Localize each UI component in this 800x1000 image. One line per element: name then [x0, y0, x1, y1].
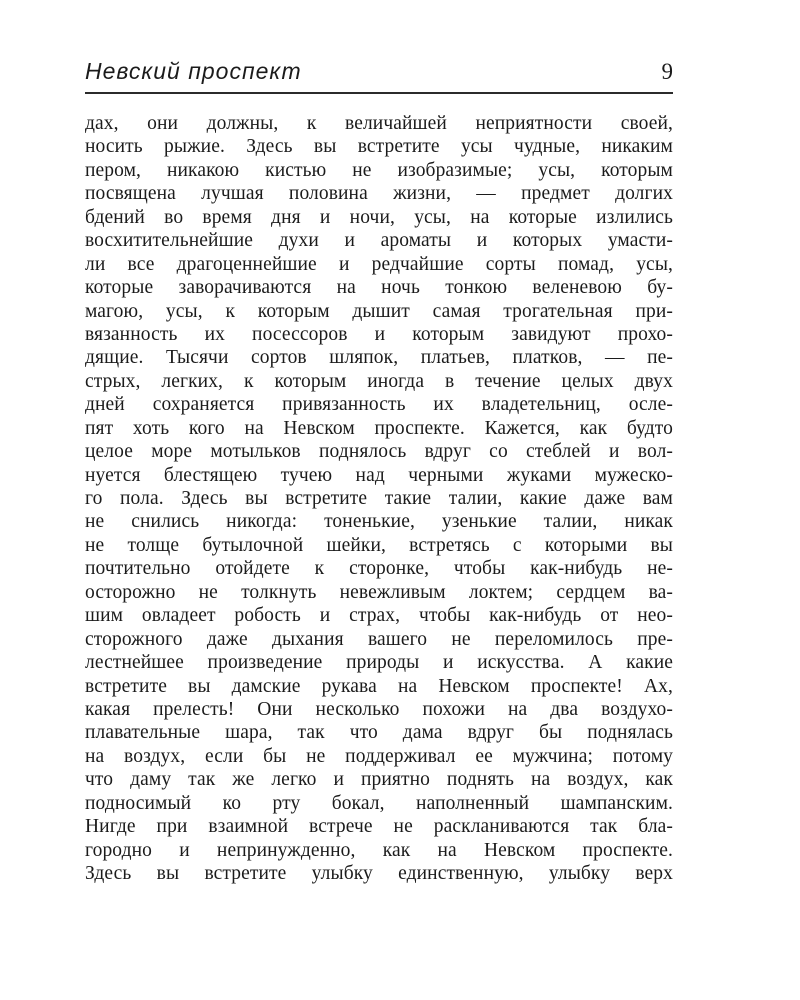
running-header	[85, 58, 673, 94]
text-line: осторожно не толкнуть невежливым локтем; сердцем ва-	[85, 581, 673, 603]
text-line: какая прелесть! Они несколько похожи на два воздухо-	[85, 698, 673, 720]
page-number: 9	[661, 59, 673, 84]
text-line: ли все драгоценнейшие и редчайшие сорты помад, усы,	[85, 253, 673, 275]
running-header-title: Невский проспект	[85, 58, 302, 84]
text-line: Здесь вы встретите улыбку единственную, улыбку верх	[85, 863, 673, 884]
text-line: дящие. Тысячи сортов шляпок, платьев, платков, — пе-	[85, 347, 673, 369]
text-line: целое море мотыльков поднялось вдруг со стеблей и вол-	[85, 441, 673, 463]
text-line: вязанность их посессоров и которым завидуют прохо-	[85, 323, 673, 345]
text-line: на воздух, если бы не поддерживал ее мужчина; потому	[85, 745, 673, 767]
text-line: Нигде при взаимной встрече не раскланиваются так бла-	[85, 816, 673, 838]
text-line: бдений во время дня и ночи, усы, на которые излились	[85, 206, 673, 228]
text-line: почтительно отойдете к сторонке, чтобы как-нибудь не-	[85, 558, 673, 580]
text-line: не снились никогда: тоненькие, узенькие талии, никак	[85, 511, 673, 533]
text-line: стрых, легких, к которым иногда в течение целых двух	[85, 370, 673, 392]
text-line: что даму так же легко и приятно поднять на воздух, как	[85, 769, 673, 791]
text-line: сторожного даже дыхания вашего не переломилось пре-	[85, 628, 673, 650]
text-line: шим овладеет робость и страх, чтобы как-нибудь от нео-	[85, 605, 673, 627]
text-line: пят хоть кого на Невском проспекте. Кажется, как будто	[85, 417, 673, 439]
text-line: посвящена лучшая половина жизни, — предмет долгих	[85, 183, 673, 205]
text-line: дах, они должны, к величайшей неприятности своей,	[85, 113, 673, 134]
text-line: городно и непринужденно, как на Невском проспекте.	[85, 839, 673, 861]
text-line: которые заворачиваются на ночь тонкою веленевою бу-	[85, 277, 673, 299]
text-line: не толще бутылочной шейки, встретясь с которыми вы	[85, 534, 673, 556]
text-line: подносимый ко рту бокал, наполненный шампанским.	[85, 792, 673, 814]
text-line: дней сохраняется привязанность их владетельниц, осле-	[85, 394, 673, 416]
body-text	[85, 112, 673, 885]
text-line: восхитительнейшие духи и ароматы и которых умасти-	[85, 230, 673, 252]
text-line: пером, никакою кистью не изобразимые; усы, которым	[85, 159, 673, 181]
text-line: носить рыжие. Здесь вы встретите усы чудные, никаким	[85, 136, 673, 158]
text-line: плавательные шара, так что дама вдруг бы поднялась	[85, 722, 673, 744]
text-line: лестнейшее произведение природы и искусства. А какие	[85, 652, 673, 674]
text-line: нуется блестящею тучею над черными жуками мужеско-	[85, 464, 673, 486]
text-line: магою, усы, к которым дышит самая трогательная при-	[85, 300, 673, 322]
text-line: встретите вы дамские рукава на Невском проспекте! Ах,	[85, 675, 673, 697]
text-line: го пола. Здесь вы встретите такие талии, какие даже вам	[85, 488, 673, 509]
